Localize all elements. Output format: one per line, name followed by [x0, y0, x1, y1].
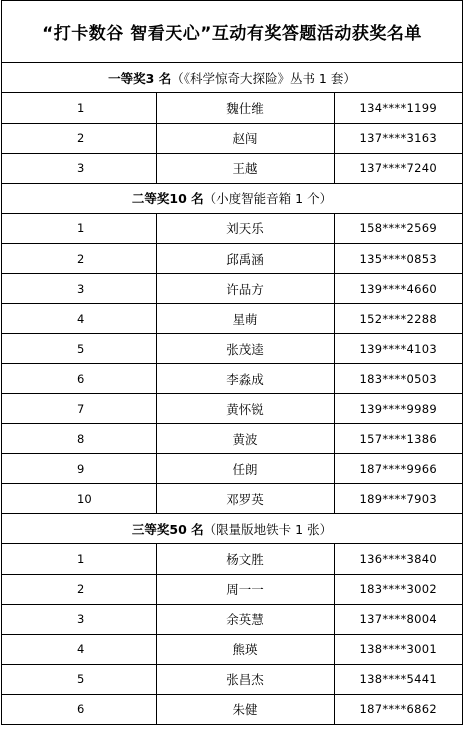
table-row: [2, 664, 462, 694]
winner-count: 50 名: [169, 521, 204, 537]
table-row: [2, 153, 462, 183]
winner-phone: 137****8004: [334, 604, 462, 634]
tier-label: 三等奖: [131, 521, 170, 537]
table-row: [2, 604, 462, 634]
winner-name: 邓罗英: [156, 484, 334, 514]
row-number: 7: [2, 394, 156, 424]
winner-name: 赵闯: [156, 123, 334, 153]
row-number: 1: [2, 544, 156, 574]
winner-count: 10 名: [169, 191, 204, 206]
row-number: 2: [2, 244, 156, 274]
winner-name: 任朗: [156, 454, 334, 484]
table-row: [2, 544, 462, 574]
winner-phone: 183****0503: [334, 364, 462, 394]
row-number: 2: [2, 574, 156, 604]
winner-phone: 139****4660: [334, 274, 462, 304]
winner-name: 邱禹涵: [156, 244, 334, 274]
table-row: [2, 334, 462, 364]
row-number: 3: [2, 604, 156, 634]
row-number: 9: [2, 454, 156, 484]
row-number: 4: [2, 634, 156, 664]
winner-phone: 157****1386: [334, 424, 462, 454]
document-title: “打卡数谷 智看天心”互动有奖答题活动获奖名单: [2, 0, 462, 63]
winner-phone: 137****3163: [334, 123, 462, 153]
table-row: [2, 364, 462, 394]
winner-list-sheet: [1, 0, 463, 725]
winner-name: 黄怀锐: [156, 394, 334, 424]
first-prize-table: [2, 93, 462, 184]
table-row: [2, 484, 462, 514]
row-number: 4: [2, 304, 156, 334]
winner-phone: 137****7240: [334, 153, 462, 183]
winner-phone: 139****9989: [334, 394, 462, 424]
winner-name: 杨文胜: [156, 544, 334, 574]
winner-name: 张茂逵: [156, 334, 334, 364]
table-row: [2, 123, 462, 153]
row-number: 6: [2, 364, 156, 394]
prize-description: （限量版地铁卡 1 张）: [203, 521, 333, 537]
row-number: 8: [2, 424, 156, 454]
winner-name: 张昌杰: [156, 664, 334, 694]
winner-name: 熊瑛: [156, 634, 334, 664]
winner-phone: 138****5441: [334, 664, 462, 694]
winner-name: 周一一: [156, 574, 334, 604]
winner-count: 3 名: [145, 70, 172, 86]
table-row: [2, 574, 462, 604]
section-header-first-prize: [2, 63, 462, 93]
table-row: [2, 424, 462, 454]
tier-label: 二等奖: [131, 191, 170, 206]
winner-phone: 135****0853: [334, 244, 462, 274]
table-row: [2, 304, 462, 334]
winner-name: 星萌: [156, 304, 334, 334]
winner-name: 刘天乐: [156, 214, 334, 244]
winner-phone: 158****2569: [334, 214, 462, 244]
table-row: [2, 274, 462, 304]
winner-name: 李淼成: [156, 364, 334, 394]
winner-name: 黄波: [156, 424, 334, 454]
winner-name: 朱健: [156, 694, 334, 724]
row-number: 1: [2, 214, 156, 244]
second-prize-table: [2, 214, 462, 515]
row-number: 10: [2, 484, 156, 514]
winner-phone: 138****3001: [334, 634, 462, 664]
winner-phone: 136****3840: [334, 544, 462, 574]
section-header-second-prize: [2, 184, 462, 214]
winner-phone: 187****9966: [334, 454, 462, 484]
winner-phone: 189****7903: [334, 484, 462, 514]
winner-phone: 187****6862: [334, 694, 462, 724]
winner-phone: 183****3002: [334, 574, 462, 604]
section-header-third-prize: [2, 514, 462, 544]
winner-name: 许品方: [156, 274, 334, 304]
third-prize-table: [2, 544, 462, 725]
table-row: [2, 694, 462, 724]
winner-phone: 134****1199: [334, 93, 462, 123]
winner-name: 余英慧: [156, 604, 334, 634]
table-row: [2, 93, 462, 123]
prize-description: （小度智能音箱 1 个）: [203, 191, 333, 206]
table-row: [2, 394, 462, 424]
table-row: [2, 214, 462, 244]
winner-name: 魏仕维: [156, 93, 334, 123]
tier-label: 一等奖: [108, 70, 146, 86]
row-number: 3: [2, 274, 156, 304]
prize-description: （《科学惊奇大探险》丛书 1 套）: [171, 70, 356, 86]
table-row: [2, 454, 462, 484]
row-number: 5: [2, 664, 156, 694]
row-number: 2: [2, 123, 156, 153]
row-number: 5: [2, 334, 156, 364]
winner-name: 王越: [156, 153, 334, 183]
row-number: 1: [2, 93, 156, 123]
row-number: 6: [2, 694, 156, 724]
table-row: [2, 244, 462, 274]
row-number: 3: [2, 153, 156, 183]
winner-phone: 139****4103: [334, 334, 462, 364]
winner-phone: 152****2288: [334, 304, 462, 334]
table-row: [2, 634, 462, 664]
